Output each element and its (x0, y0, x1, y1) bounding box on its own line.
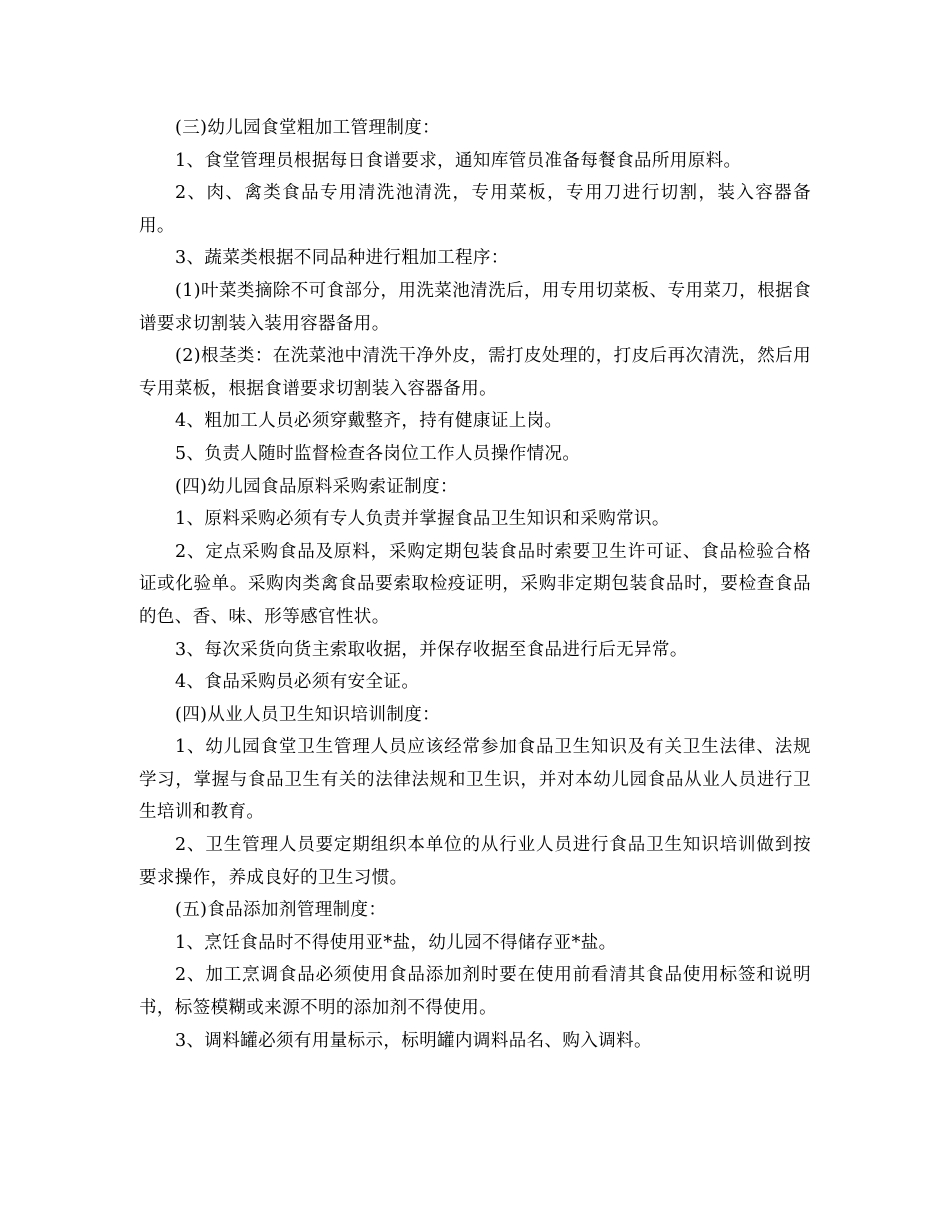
document-body (139, 112, 811, 1057)
paragraph: 2、卫生管理人员要定期组织本单位的从行业人员进行食品卫生知识培训做到按要求操作，养成良好的卫生习惯。 (139, 835, 811, 888)
paragraph: 1、食堂管理员根据每日食谱要求，通知库管员准备每餐食品所用原料。 (175, 150, 742, 171)
paragraph: 2、肉、禽类食品专用清洗池清洗，专用菜板，专用刀进行切割，装入容器备用。 (139, 183, 811, 236)
paragraph: 4、粗加工人员必须穿戴整齐，持有健康证上岗。 (175, 411, 563, 432)
paragraph: (2)根茎类：在洗菜池中清洗干净外皮，需打皮处理的，打皮后再次清洗，然后用专用菜板，根据食谱要求切割装入容器备用。 (139, 346, 811, 399)
section-heading-additives: (五)食品添加剂管理制度： (175, 900, 387, 921)
section-heading-rough-processing: (三)幼儿园食堂粗加工管理制度： (175, 118, 441, 138)
paragraph: (1)叶菜类摘除不可食部分，用洗菜池清洗后，用专用切菜板、专用菜刀，根据食谱要求切割装入装用容器备用。 (139, 280, 811, 334)
paragraph: 2、加工烹调食品必须使用食品添加剂时要在使用前看清其食品使用标签和说明书，标签模糊或来源不明的添加剂不得使用。 (139, 965, 811, 1019)
section-heading-procurement: (四)幼儿园食品原料采购索证制度： (175, 476, 458, 497)
paragraph: 1、原料采购必须有专人负责并掌握食品卫生知识和采购常识。 (175, 509, 670, 530)
paragraph: 5、负责人随时监督检查各岗位工作人员操作情况。 (175, 443, 581, 464)
paragraph: 3、蔬菜类根据不同品种进行粗加工程序： (175, 248, 509, 269)
paragraph: 4、食品采购员必须有安全证。 (175, 672, 420, 693)
paragraph: 3、每次采货向货主索取收据，并保存收据至食品进行后无异常。 (175, 639, 688, 660)
section-heading-training: (四)从业人员卫生知识培训制度： (175, 704, 441, 725)
paragraph: 3、调料罐必须有用量标示，标明罐内调料品名、购入调料。 (175, 1030, 652, 1051)
paragraph: 2、定点采购食品及原料，采购定期包装食品时索要卫生许可证、食品检验合格证或化验单。采购肉类禽食品要索取检疫证明，采购非定期包装食品时，要检查食品的色、香、味、形等感官性状。 (139, 541, 811, 627)
paragraph: 1、幼儿园食堂卫生管理人员应该经常参加食品卫生知识及有关卫生法律、法规学习，掌握与食品卫生有关的法律法规和卫生识，并对本幼儿园食品从业人员进行卫生培训和教育。 (139, 737, 811, 823)
paragraph: 1、烹饪食品时不得使用亚*盐，幼儿园不得储存亚*盐。 (175, 932, 617, 953)
